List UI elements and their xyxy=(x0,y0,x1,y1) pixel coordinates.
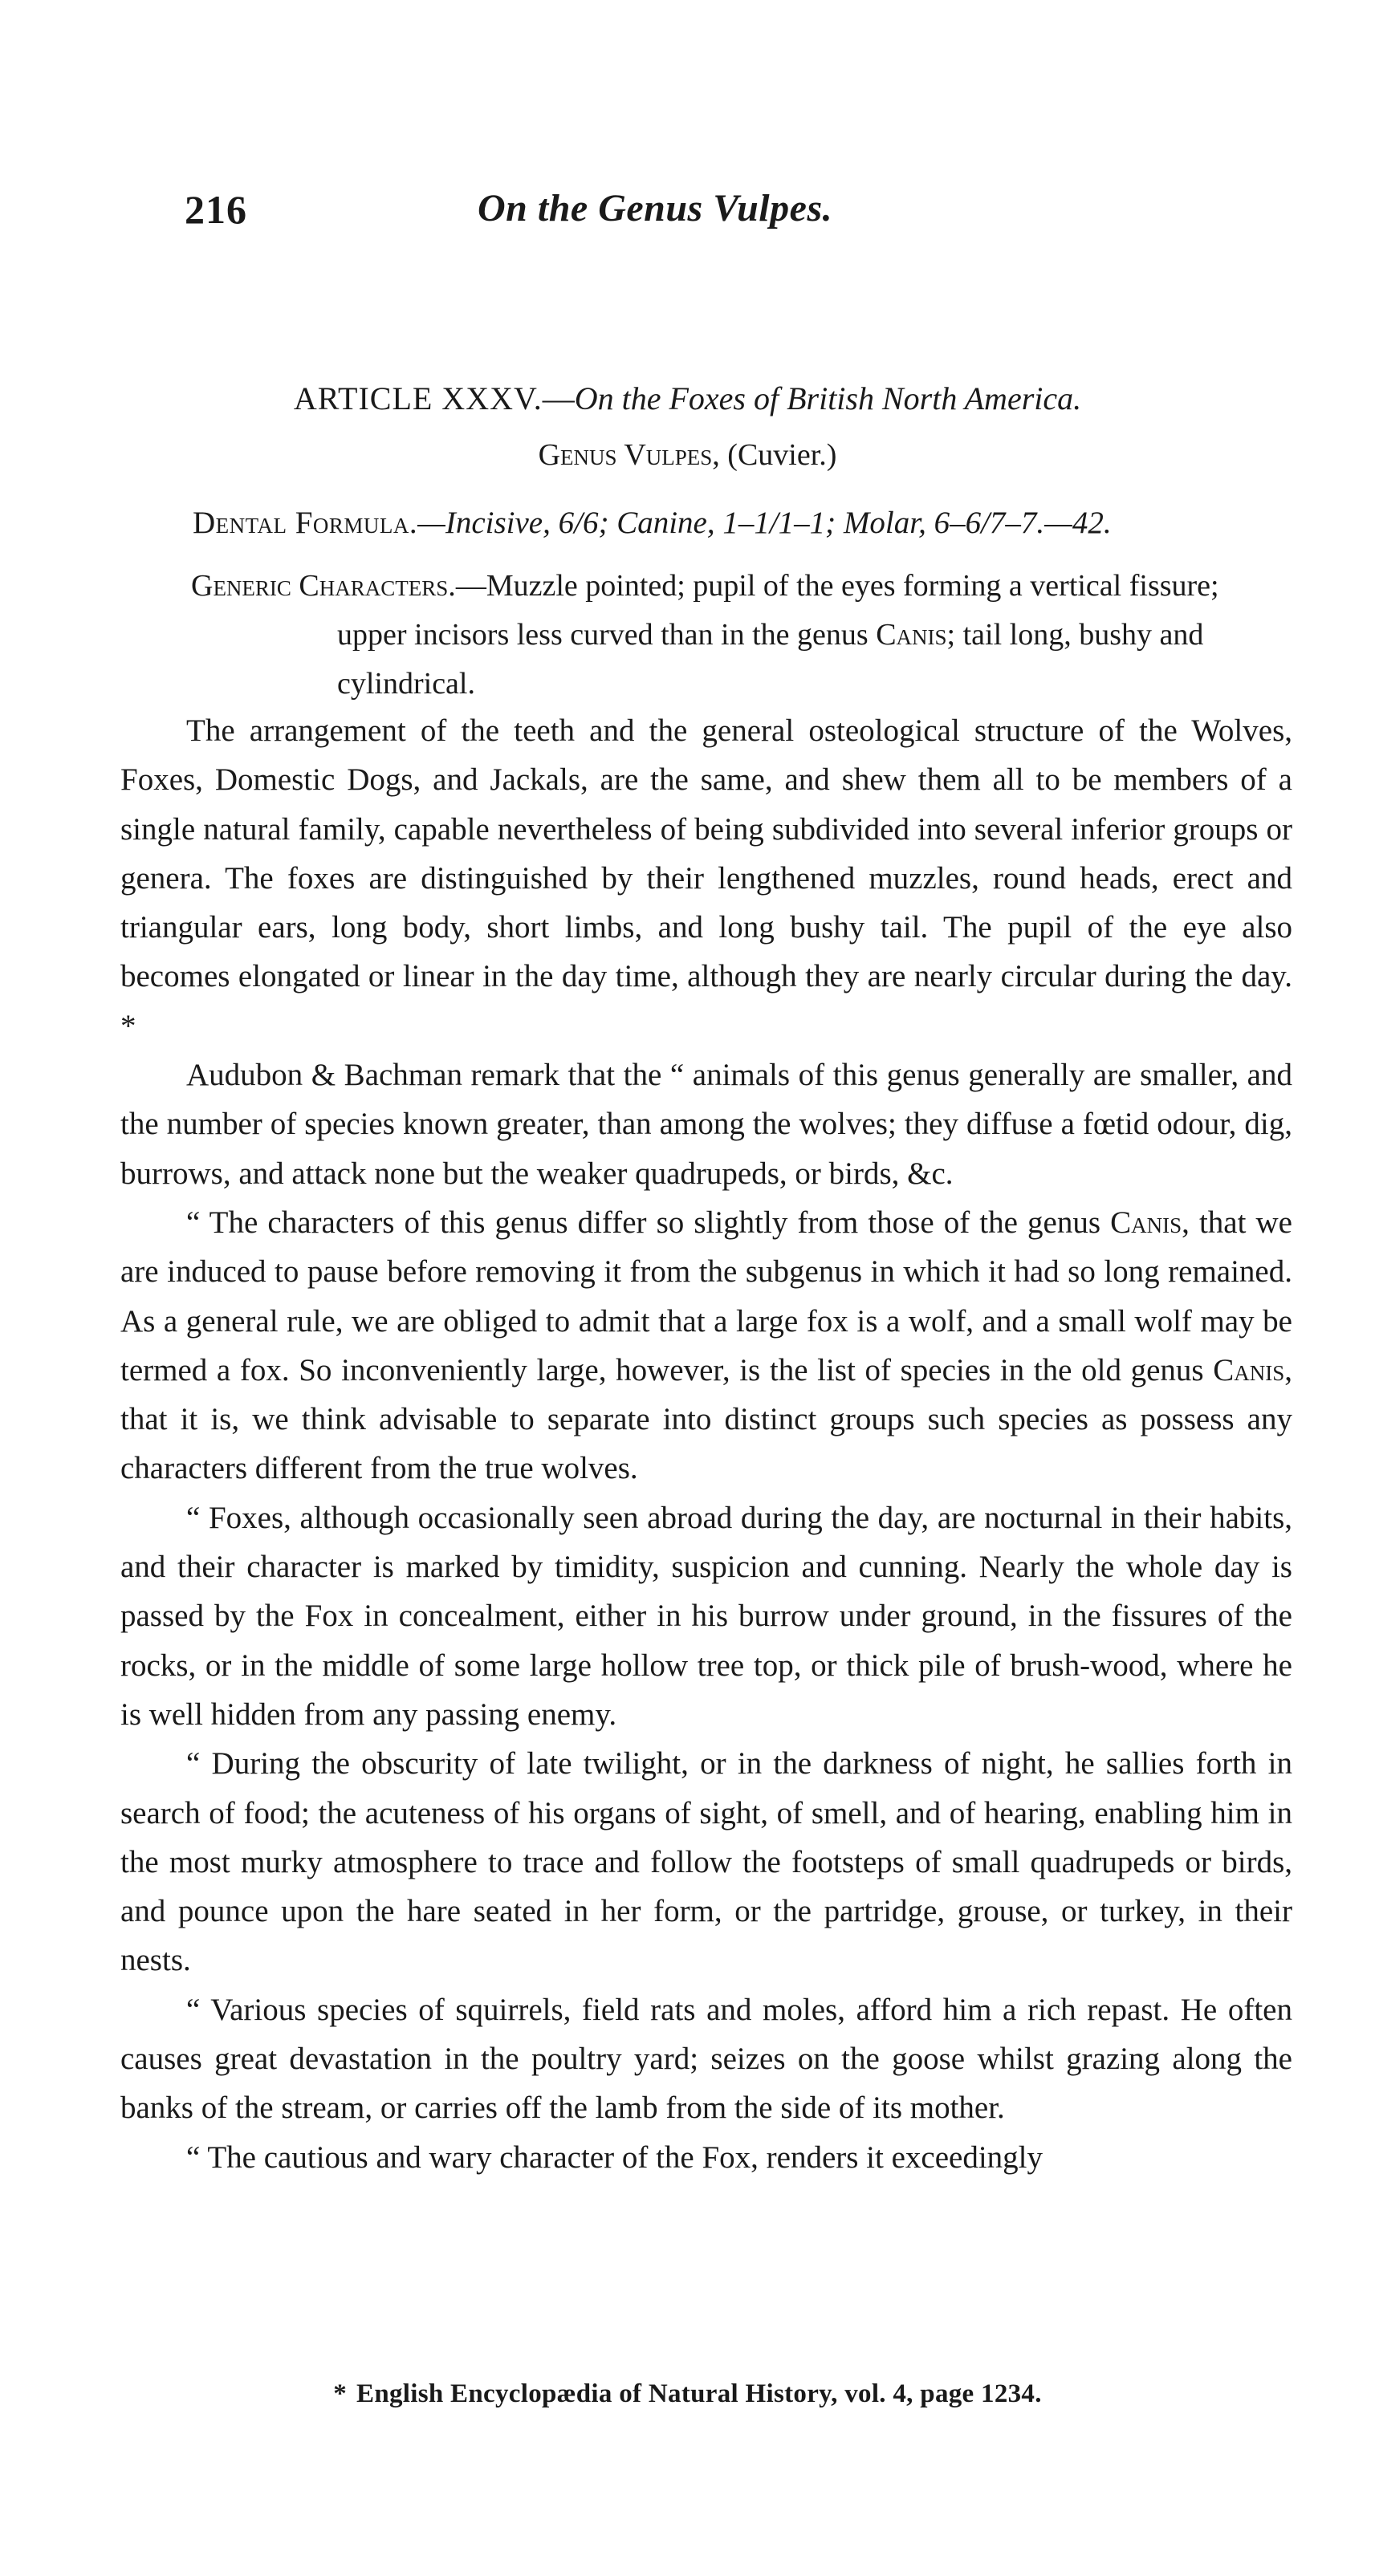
paragraph-2: Audubon & Bachman remark that the “ animals of this genus generally are smaller, and the number of species known greater, than among the wolves; they diffuse a fœtid odour, dig, burrows, and attack none but the weaker quadrupeds, or birds, &c. xyxy=(120,1058,1292,1191)
paragraph-3-part-a: “ The characters of this genus differ so slightly from those of the genus xyxy=(186,1205,1111,1240)
paragraph-4: “ Foxes, although occasionally seen abroad during the day, are nocturnal in their habits, and their character is marked by timidity, suspicion and cunning. Nearly the whole day is passed by the Fox in concealment, either in his burrow under ground, in the fissures of the rocks, or in the middle of some large hollow tree top, or thick pile of brush-wood, where he is well hidden from any passing enemy. xyxy=(120,1500,1292,1732)
paragraph-3-canis-1: Canis xyxy=(1110,1205,1182,1240)
paragraph-1: The arrangement of the teeth and the general osteological structure of the Wolves, Foxes, Domestic Dogs, and Jackals, are the same, and shew them all to be members of a single natural family, capable nevertheless of being subdivided into several inferior groups or genera. The foxes are distinguished by their lengthened muzzles, round heads, erect and triangular ears, long body, short limbs, and long bushy tail. The pupil of the eye also becomes elongated or linear in the day time, although they are nearly circular during the day. * xyxy=(120,713,1292,1043)
paragraph-6: “ Various species of squirrels, field rats and moles, afford him a rich repast. He often causes great devastation in the poultry yard; seizes on the goose whilst grazing along the banks of the stream, or carries off the lamb from the side of its mother. xyxy=(120,1992,1292,2126)
footnote xyxy=(0,2379,1375,2409)
generic-characters-text: —Muzzle pointed; pupil of the eyes forming a vertical fissure; upper incisors less curved than in the genus xyxy=(337,569,1219,652)
dental-formula-label: Dental Formula. xyxy=(193,506,418,540)
generic-characters-text-end: ; tail long, bushy and cylindrical. xyxy=(337,618,1204,701)
paragraph-5: “ During the obscurity of late twilight, or in the darkness of night, he sallies forth in search of food; the acuteness of his organs of sight, of smell, and of hearing, enabling him in the most murky atmosphere to trace and follow the footsteps of small quadrupeds or birds, and pounce upon the hare seated in her form, or the partridge, grouse, or turkey, in their nests. xyxy=(120,1746,1292,1978)
genus-heading xyxy=(0,433,1375,477)
article-topic: On the Foxes of British North America. xyxy=(574,380,1082,416)
article-heading xyxy=(0,377,1375,421)
genus-label: Genus Vulpes, xyxy=(538,438,720,472)
footnote-mark: * xyxy=(333,2379,348,2408)
running-head xyxy=(0,186,1375,258)
article-dash: — xyxy=(542,380,575,416)
footnote-text: English Encyclopædia of Natural History, vol. 4, page 1234. xyxy=(356,2379,1042,2408)
running-title: On the Genus Vulpes. xyxy=(478,187,833,230)
generic-characters xyxy=(191,562,1291,709)
dental-formula xyxy=(193,502,1284,545)
article-number: ARTICLE XXXV. xyxy=(293,380,543,416)
dental-formula-text: —Incisive, 6/6; Canine, 1–1/1–1; Molar, 6–6/7–7.—42. xyxy=(417,506,1112,540)
paragraph-3-part-c: , that it is, we think advisable to separate into distinct groups such species as possess any characters different from the true wolves. xyxy=(120,1352,1292,1486)
paragraph-3-part-b: , that we are induced to pause before removing it from the subgenus in which it had so long remained. As a general rule, we are obliged to admit that a large fox is a wolf, and a small wolf may be termed a fox. So inconveniently large, however, is the list of species in the old genus xyxy=(120,1205,1292,1388)
generic-characters-label: Generic Characters. xyxy=(191,569,456,603)
paragraph-3 xyxy=(120,1198,1292,1493)
paragraph-7: “ The cautious and wary character of the Fox, renders it exceedingly xyxy=(186,2139,1043,2175)
generic-characters-block xyxy=(191,562,1291,709)
generic-characters-canis: Canis xyxy=(876,618,947,652)
paragraph-3-canis-2: Canis xyxy=(1213,1352,1285,1388)
genus-authority: (Cuvier.) xyxy=(727,438,837,472)
page-number: 216 xyxy=(185,187,247,232)
body-text xyxy=(120,706,1292,2182)
